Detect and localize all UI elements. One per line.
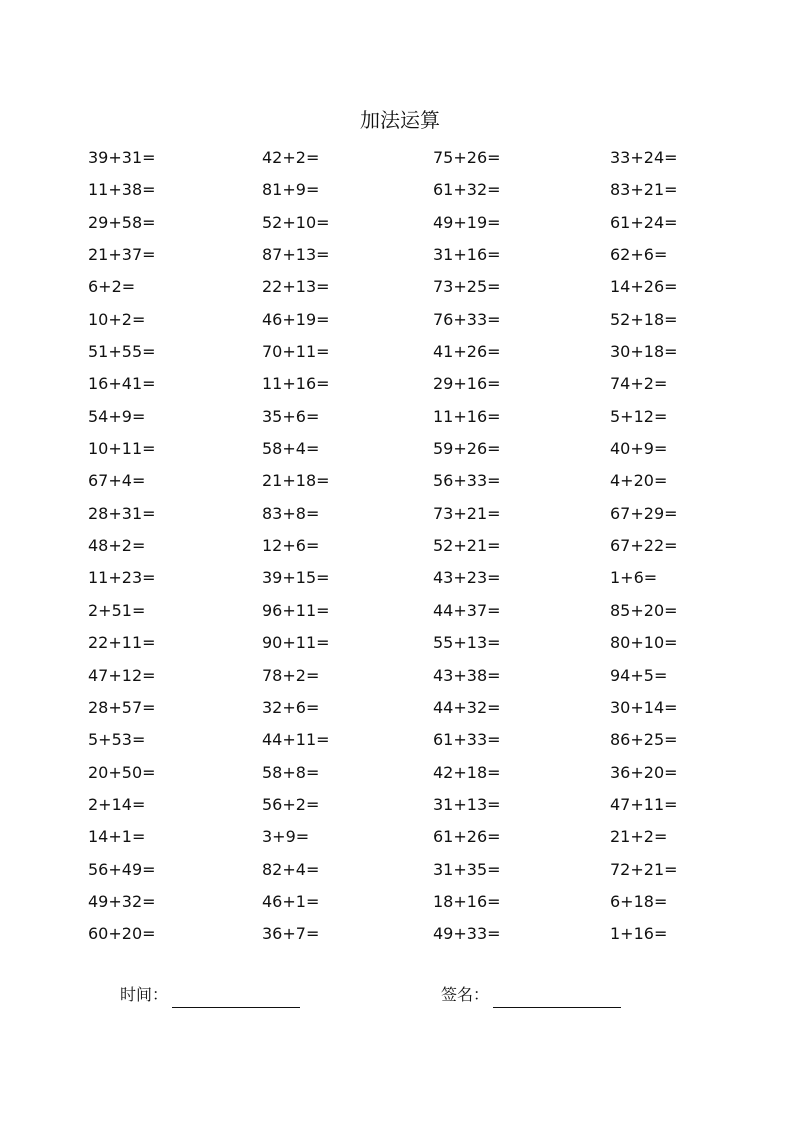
signature-field — [441, 982, 621, 1008]
addition-problem: 67+22= — [610, 536, 678, 556]
time-field — [120, 982, 300, 1008]
addition-problem: 21+37= — [88, 245, 156, 265]
problem-row — [88, 692, 728, 724]
addition-problem: 48+2= — [88, 536, 146, 556]
addition-problem: 35+6= — [262, 406, 320, 426]
addition-problem: 21+2= — [610, 827, 668, 847]
addition-problem: 11+16= — [433, 406, 501, 426]
problem-row — [88, 595, 728, 627]
addition-problem: 29+58= — [88, 212, 156, 232]
addition-problem: 58+4= — [262, 439, 320, 459]
addition-problem: 31+13= — [433, 794, 501, 814]
addition-problem: 90+11= — [262, 633, 330, 653]
addition-problem: 22+11= — [88, 633, 156, 653]
addition-problem: 43+23= — [433, 568, 501, 588]
addition-problem: 46+19= — [262, 309, 330, 329]
problem-row — [88, 433, 728, 465]
problem-row — [88, 757, 728, 789]
addition-problem: 2+51= — [88, 600, 146, 620]
addition-problem: 72+21= — [610, 859, 678, 879]
addition-problem: 5+12= — [610, 406, 668, 426]
time-blank-line — [172, 989, 300, 1008]
addition-problem: 36+7= — [262, 924, 320, 944]
addition-problem: 83+8= — [262, 503, 320, 523]
addition-problem: 61+26= — [433, 827, 501, 847]
addition-problem: 29+16= — [433, 374, 501, 394]
addition-problem: 3+9= — [262, 827, 310, 847]
addition-problem: 70+11= — [262, 342, 330, 362]
problem-row — [88, 239, 728, 271]
addition-problem: 47+11= — [610, 794, 678, 814]
problem-row — [88, 660, 728, 692]
addition-problem: 2+14= — [88, 794, 146, 814]
addition-problem: 52+10= — [262, 212, 330, 232]
problem-row — [88, 498, 728, 530]
addition-problem: 30+14= — [610, 697, 678, 717]
addition-problem: 22+13= — [262, 277, 330, 297]
addition-problem: 16+41= — [88, 374, 156, 394]
addition-problem: 11+23= — [88, 568, 156, 588]
problem-row — [88, 368, 728, 400]
addition-problem: 87+13= — [262, 245, 330, 265]
addition-problem: 10+2= — [88, 309, 146, 329]
addition-problem: 12+6= — [262, 536, 320, 556]
problem-row — [88, 562, 728, 594]
addition-problem: 36+20= — [610, 762, 678, 782]
addition-problem: 73+21= — [433, 503, 501, 523]
problem-grid — [88, 142, 728, 951]
problem-row — [88, 465, 728, 497]
addition-problem: 1+6= — [610, 568, 658, 588]
addition-problem: 62+6= — [610, 245, 668, 265]
addition-problem: 86+25= — [610, 730, 678, 750]
addition-problem: 52+18= — [610, 309, 678, 329]
addition-problem: 5+53= — [88, 730, 146, 750]
addition-problem: 10+11= — [88, 439, 156, 459]
addition-problem: 73+25= — [433, 277, 501, 297]
addition-problem: 44+37= — [433, 600, 501, 620]
addition-problem: 18+16= — [433, 891, 501, 911]
addition-problem: 1+16= — [610, 924, 668, 944]
problem-row — [88, 530, 728, 562]
addition-problem: 83+21= — [610, 180, 678, 200]
addition-problem: 75+26= — [433, 148, 501, 167]
addition-problem: 81+9= — [262, 180, 320, 200]
addition-problem: 14+1= — [88, 827, 146, 847]
addition-problem: 82+4= — [262, 859, 320, 879]
addition-problem: 55+13= — [433, 633, 501, 653]
addition-problem: 61+32= — [433, 180, 501, 200]
addition-problem: 58+8= — [262, 762, 320, 782]
addition-problem: 33+24= — [610, 148, 678, 167]
addition-problem: 59+26= — [433, 439, 501, 459]
problem-row — [88, 854, 728, 886]
addition-problem: 60+20= — [88, 924, 156, 944]
addition-problem: 56+2= — [262, 794, 320, 814]
addition-problem: 44+32= — [433, 697, 501, 717]
addition-problem: 78+2= — [262, 665, 320, 685]
addition-problem: 42+18= — [433, 762, 501, 782]
problem-row — [88, 789, 728, 821]
problem-row — [88, 918, 728, 950]
addition-problem: 11+16= — [262, 374, 330, 394]
problem-row — [88, 304, 728, 336]
addition-problem: 11+38= — [88, 180, 156, 200]
addition-problem: 67+29= — [610, 503, 678, 523]
addition-problem: 80+10= — [610, 633, 678, 653]
addition-problem: 28+57= — [88, 697, 156, 717]
signature-label: 签名： — [441, 985, 490, 1004]
addition-problem: 54+9= — [88, 406, 146, 426]
signature-blank-line — [493, 989, 621, 1008]
addition-problem: 61+33= — [433, 730, 501, 750]
addition-problem: 41+26= — [433, 342, 501, 362]
problem-row — [88, 207, 728, 239]
addition-problem: 85+20= — [610, 600, 678, 620]
problem-row — [88, 724, 728, 756]
problem-row — [88, 142, 728, 174]
addition-problem: 47+12= — [88, 665, 156, 685]
addition-problem: 31+35= — [433, 859, 501, 879]
addition-problem: 6+2= — [88, 277, 136, 297]
addition-problem: 32+6= — [262, 697, 320, 717]
addition-problem: 94+5= — [610, 665, 668, 685]
addition-problem: 6+18= — [610, 891, 668, 911]
addition-problem: 39+15= — [262, 568, 330, 588]
addition-problem: 96+11= — [262, 600, 330, 620]
addition-problem: 76+33= — [433, 309, 501, 329]
problem-row — [88, 336, 728, 368]
page-title: 加法运算 — [360, 108, 440, 132]
problem-row — [88, 271, 728, 303]
problem-row — [88, 401, 728, 433]
addition-problem: 51+55= — [88, 342, 156, 362]
addition-problem: 4+20= — [610, 471, 668, 491]
addition-problem: 46+1= — [262, 891, 320, 911]
addition-problem: 28+31= — [88, 503, 156, 523]
addition-problem: 43+38= — [433, 665, 501, 685]
addition-problem: 21+18= — [262, 471, 330, 491]
time-label: 时间： — [120, 985, 169, 1004]
addition-problem: 49+19= — [433, 212, 501, 232]
addition-problem: 30+18= — [610, 342, 678, 362]
problem-row — [88, 174, 728, 206]
addition-problem: 31+16= — [433, 245, 501, 265]
addition-problem: 61+24= — [610, 212, 678, 232]
addition-problem: 20+50= — [88, 762, 156, 782]
addition-problem: 74+2= — [610, 374, 668, 394]
addition-problem: 67+4= — [88, 471, 146, 491]
addition-problem: 52+21= — [433, 536, 501, 556]
addition-problem: 40+9= — [610, 439, 668, 459]
addition-problem: 56+33= — [433, 471, 501, 491]
addition-problem: 56+49= — [88, 859, 156, 879]
addition-problem: 49+33= — [433, 924, 501, 944]
addition-problem: 42+2= — [262, 148, 320, 167]
addition-problem: 49+32= — [88, 891, 156, 911]
problem-row — [88, 886, 728, 918]
addition-problem: 39+31= — [88, 148, 156, 167]
problem-row — [88, 627, 728, 659]
addition-problem: 14+26= — [610, 277, 678, 297]
problem-row — [88, 821, 728, 853]
addition-problem: 44+11= — [262, 730, 330, 750]
